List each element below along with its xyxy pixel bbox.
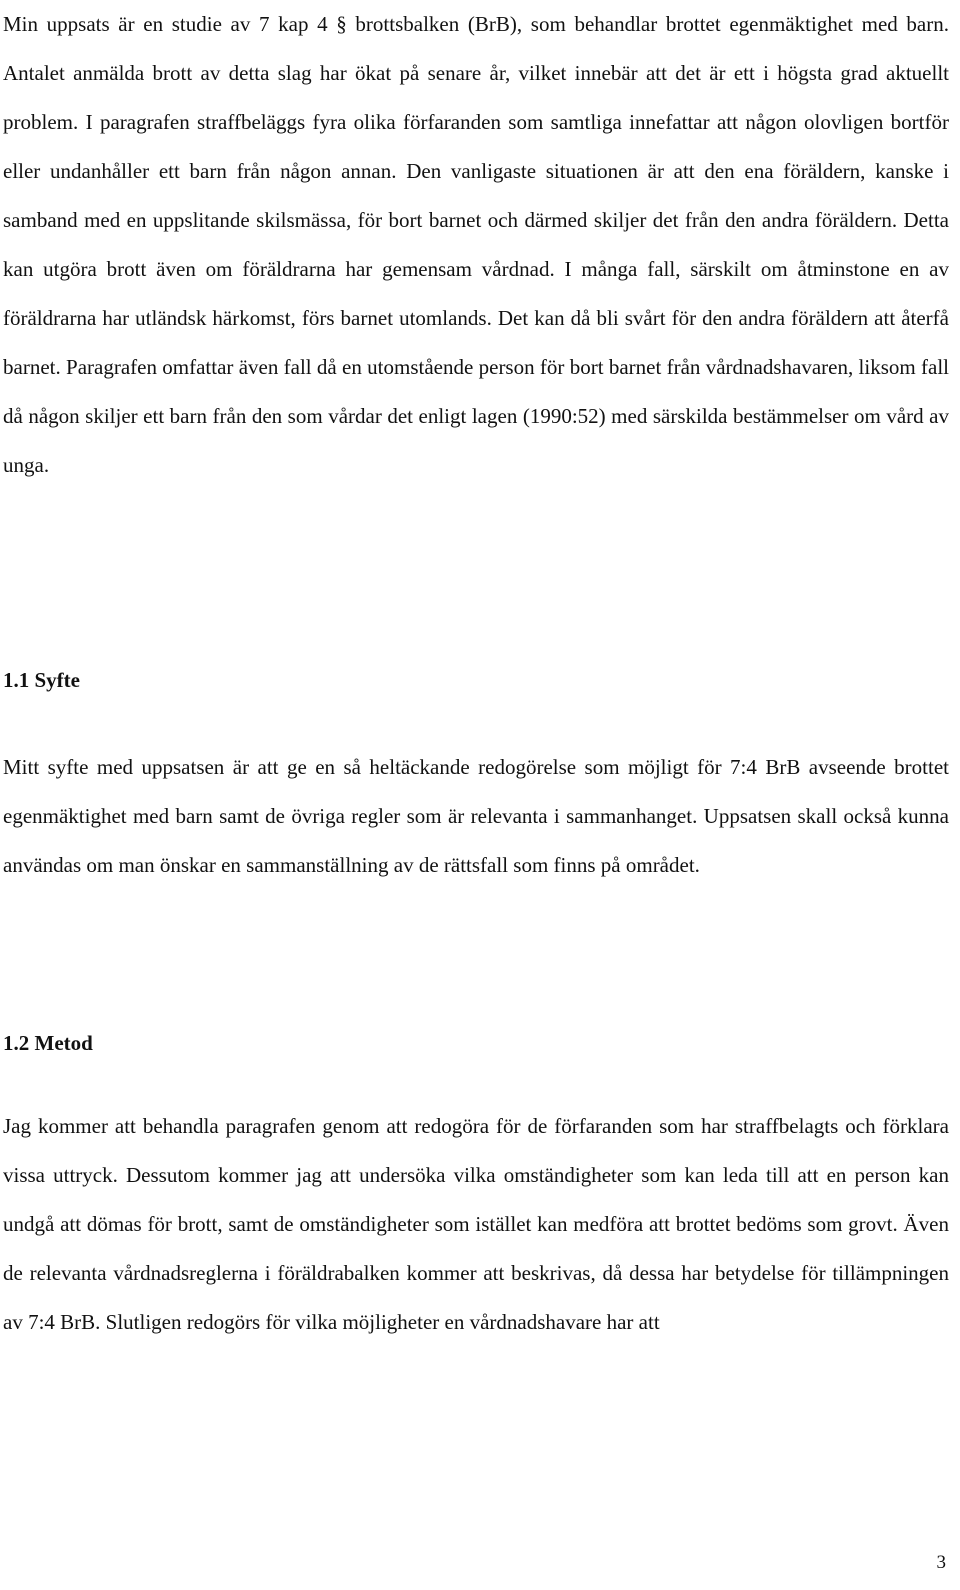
section-body-metod: Jag kommer att behandla paragrafen genom att redogöra för de förfaranden som har straffbelagts och förklara vissa uttryck. Dessutom kommer jag att undersöka vilka omständigheter som kan leda till att en person kan undgå att dömas för brott, samt de omständigheter som istället kan medföra att brottet bedöms som grovt. Även de relevanta vårdnadsreglerna i föräldrabalken kommer att beskrivas, då dessa har betydelse för tillämpningen av 7:4 BrB. Slutligen redogörs för vilka möjligheter en vårdnadshavare har att [3,1114,949,1334]
section-heading-metod: 1.2 Metod [3,1031,93,1055]
page-number: 3 [936,1552,946,1573]
section-heading-syfte: 1.1 Syfte [3,668,80,692]
intro-paragraph: Min uppsats är en studie av 7 kap 4 § brottsbalken (BrB), som behandlar brottet egenmäktighet med barn. Antalet anmälda brott av detta slag har ökat på senare år, vilket innebär att det är ett i högsta grad aktuellt problem. I paragrafen straffbeläggs fyra olika förfaranden som samtliga innefattar att någon olovligen bortför eller undanhåller ett barn från någon annan. Den vanligaste situationen är att den ena föräldern, kanske i samband med en uppslitande skilsmässa, för bort barnet och därmed skiljer det från den andra föräldern. Detta kan utgöra brott även om föräldrarna har gemensam vårdnad. I många fall, särskilt om åtminstone en av föräldrarna har utländsk härkomst, förs barnet utomlands. Det kan då bli svårt för den andra föräldern att återfå barnet. Paragrafen omfattar även fall då en utomstående person för bort barnet från vårdnadshavaren, liksom fall då någon skiljer ett barn från den som vårdar det enligt lagen (1990:52) med särskilda bestämmelser om vård av unga. [3,12,949,477]
section-body-syfte: Mitt syfte med uppsatsen är att ge en så heltäckande redogörelse som möjligt för 7:4 BrB avseende brottet egenmäktighet med barn samt de övriga regler som är relevanta i sammanhanget. Uppsatsen skall också kunna användas om man önskar en sammanställning av de rättsfall som finns på området. [3,755,949,877]
